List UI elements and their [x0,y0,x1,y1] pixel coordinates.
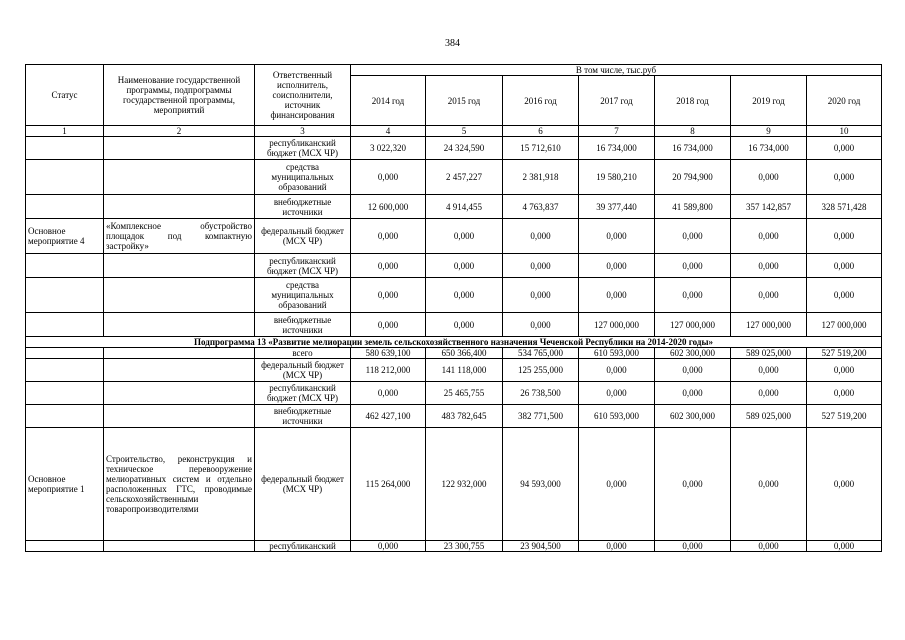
status-cell: Основное мероприятие 1 [26,428,104,541]
table-row [26,405,882,428]
value-cell: 0,000 [351,254,426,278]
value-cell: 0,000 [731,359,807,382]
table-row [26,254,882,278]
year-header: 2015 год [426,76,503,126]
source-cell: внебюджетные источники [255,195,351,219]
value-cell: 527 519,200 [807,348,882,359]
subprogram-row [26,337,882,348]
subprogram-section [26,337,882,348]
value-cell: 20 794,900 [655,160,731,195]
value-cell: 0,000 [655,219,731,254]
value-cell: 3 022,320 [351,137,426,160]
name-cell [104,359,255,382]
col-number: 5 [426,126,503,137]
source-cell: средства муниципальных образований [255,160,351,195]
value-cell: 0,000 [655,541,731,552]
value-cell: 0,000 [579,278,655,313]
subprogram-title: Подпрограмма 13 «Развитие мелиорации земель сельскохозяйственного назначения Чеченской Республики на 2014-2020 годы» [26,337,882,348]
status-cell [26,382,104,405]
value-cell: 0,000 [807,278,882,313]
value-cell: 16 734,000 [579,137,655,160]
source-cell: республиканский бюджет (МСХ ЧР) [255,137,351,160]
value-cell: 534 765,000 [503,348,579,359]
value-cell: 16 734,000 [731,137,807,160]
value-cell: 127 000,000 [807,313,882,337]
value-cell: 602 300,000 [655,348,731,359]
value-cell: 0,000 [351,382,426,405]
value-cell: 0,000 [655,359,731,382]
value-cell: 24 324,590 [426,137,503,160]
name-cell [104,160,255,195]
year-header: 2014 год [351,76,426,126]
value-cell: 15 712,610 [503,137,579,160]
source-cell: средства муниципальных образований [255,278,351,313]
value-cell: 0,000 [351,313,426,337]
value-cell: 127 000,000 [579,313,655,337]
source-cell: федеральный бюджет (МСХ ЧР) [255,428,351,541]
status-cell [26,278,104,313]
value-cell: 0,000 [731,254,807,278]
col-number: 3 [255,126,351,137]
value-cell: 0,000 [579,382,655,405]
status-cell: Основное мероприятие 4 [26,219,104,254]
value-cell: 0,000 [731,541,807,552]
value-cell: 0,000 [579,428,655,541]
status-cell [26,195,104,219]
value-cell: 0,000 [655,278,731,313]
value-cell: 125 255,000 [503,359,579,382]
source-cell: внебюджетные источники [255,405,351,428]
value-cell: 0,000 [351,160,426,195]
value-cell: 589 025,000 [731,348,807,359]
value-cell: 0,000 [655,382,731,405]
value-cell: 0,000 [426,278,503,313]
source-cell: республиканский бюджет (МСХ ЧР) [255,382,351,405]
value-cell: 0,000 [579,541,655,552]
value-cell: 26 738,500 [503,382,579,405]
source-cell: федеральный бюджет (МСХ ЧР) [255,219,351,254]
status-cell [26,541,104,552]
value-cell: 357 142,857 [731,195,807,219]
value-cell: 589 025,000 [731,405,807,428]
column-number-row [26,126,882,137]
table-row [26,348,882,359]
value-cell: 12 600,000 [351,195,426,219]
value-cell: 0,000 [807,137,882,160]
value-cell: 0,000 [579,359,655,382]
value-cell: 41 589,800 [655,195,731,219]
year-header: 2016 год [503,76,579,126]
value-cell: 328 571,428 [807,195,882,219]
value-cell: 0,000 [731,278,807,313]
value-cell: 527 519,200 [807,405,882,428]
table-row [26,195,882,219]
value-cell: 118 212,000 [351,359,426,382]
value-cell: 610 593,000 [579,405,655,428]
name-cell [104,348,255,359]
name-cell [104,382,255,405]
value-cell: 0,000 [731,382,807,405]
name-cell [104,254,255,278]
col-number: 10 [807,126,882,137]
value-cell: 23 300,755 [426,541,503,552]
table-row [26,219,882,254]
value-cell: 0,000 [655,254,731,278]
value-cell: 0,000 [503,254,579,278]
value-cell: 0,000 [426,313,503,337]
value-cell: 25 465,755 [426,382,503,405]
status-cell [26,160,104,195]
year-header: 2018 год [655,76,731,126]
status-cell [26,405,104,428]
name-cell [104,195,255,219]
value-cell: 0,000 [426,219,503,254]
section-2 [26,348,882,552]
value-cell: 0,000 [351,541,426,552]
status-cell [26,348,104,359]
value-cell: 2 381,918 [503,160,579,195]
value-cell: 2 457,227 [426,160,503,195]
value-cell: 0,000 [731,160,807,195]
value-cell: 0,000 [351,278,426,313]
value-cell: 0,000 [807,160,882,195]
name-cell: «Комплексное обустройство площадок под компактную застройку» [104,219,255,254]
col-number: 7 [579,126,655,137]
table-row [26,359,882,382]
header-status: Статус [26,65,104,126]
table-row [26,137,882,160]
value-cell: 0,000 [351,219,426,254]
value-cell: 580 639,100 [351,348,426,359]
col-number: 6 [503,126,579,137]
name-cell: Строительство, реконструкция и техническое перевооружение мелиоративных систем и отдельно расположенных ГТС, проводимые сельскохозяйственными товаропроизводителями [104,428,255,541]
name-cell [104,278,255,313]
year-header: 2019 год [731,76,807,126]
value-cell: 127 000,000 [731,313,807,337]
status-cell [26,313,104,337]
value-cell: 0,000 [807,382,882,405]
header-name: Наименование государственной программы, подпрограммы государственной программы, мероприятий [104,65,255,126]
value-cell: 650 366,400 [426,348,503,359]
value-cell: 23 904,500 [503,541,579,552]
source-cell: республиканский бюджет (МСХ ЧР) [255,254,351,278]
status-cell [26,137,104,160]
value-cell: 0,000 [807,428,882,541]
name-cell [104,313,255,337]
header-group: В том числе, тыс.руб [351,65,882,76]
header-row-1 [26,65,882,76]
value-cell: 127 000,000 [655,313,731,337]
value-cell: 0,000 [807,254,882,278]
value-cell: 4 914,455 [426,195,503,219]
value-cell: 0,000 [807,219,882,254]
value-cell: 0,000 [503,219,579,254]
table-row [26,541,882,552]
value-cell: 382 771,500 [503,405,579,428]
source-cell: федеральный бюджет (МСХ ЧР) [255,359,351,382]
table-row [26,278,882,313]
year-header: 2017 год [579,76,655,126]
table-row [26,382,882,405]
col-number: 9 [731,126,807,137]
value-cell: 0,000 [731,219,807,254]
col-number: 1 [26,126,104,137]
value-cell: 610 593,000 [579,348,655,359]
value-cell: 39 377,440 [579,195,655,219]
value-cell: 0,000 [426,254,503,278]
value-cell: 0,000 [503,313,579,337]
col-number: 4 [351,126,426,137]
table-row [26,428,882,541]
table-row [26,160,882,195]
table-row [26,313,882,337]
source-cell: внебюджетные источники [255,313,351,337]
value-cell: 16 734,000 [655,137,731,160]
page-number: 384 [445,38,460,49]
value-cell: 115 264,000 [351,428,426,541]
value-cell: 483 782,645 [426,405,503,428]
name-cell [104,541,255,552]
year-header: 2020 год [807,76,882,126]
value-cell: 19 580,210 [579,160,655,195]
value-cell: 602 300,000 [655,405,731,428]
budget-table [25,64,882,552]
name-cell [104,405,255,428]
col-number: 8 [655,126,731,137]
value-cell: 0,000 [655,428,731,541]
source-cell: республиканский [255,541,351,552]
value-cell: 141 118,000 [426,359,503,382]
source-cell: всего [255,348,351,359]
col-number: 2 [104,126,255,137]
header-responsible: Ответственный исполнитель, соисполнители, источник финансирования [255,65,351,126]
value-cell: 0,000 [579,254,655,278]
value-cell: 94 593,000 [503,428,579,541]
value-cell: 122 932,000 [426,428,503,541]
value-cell: 0,000 [579,219,655,254]
value-cell: 4 763,837 [503,195,579,219]
value-cell: 462 427,100 [351,405,426,428]
value-cell: 0,000 [503,278,579,313]
value-cell: 0,000 [731,428,807,541]
value-cell: 0,000 [807,541,882,552]
value-cell: 0,000 [807,359,882,382]
section-1 [26,137,882,337]
status-cell [26,254,104,278]
name-cell [104,137,255,160]
status-cell [26,359,104,382]
